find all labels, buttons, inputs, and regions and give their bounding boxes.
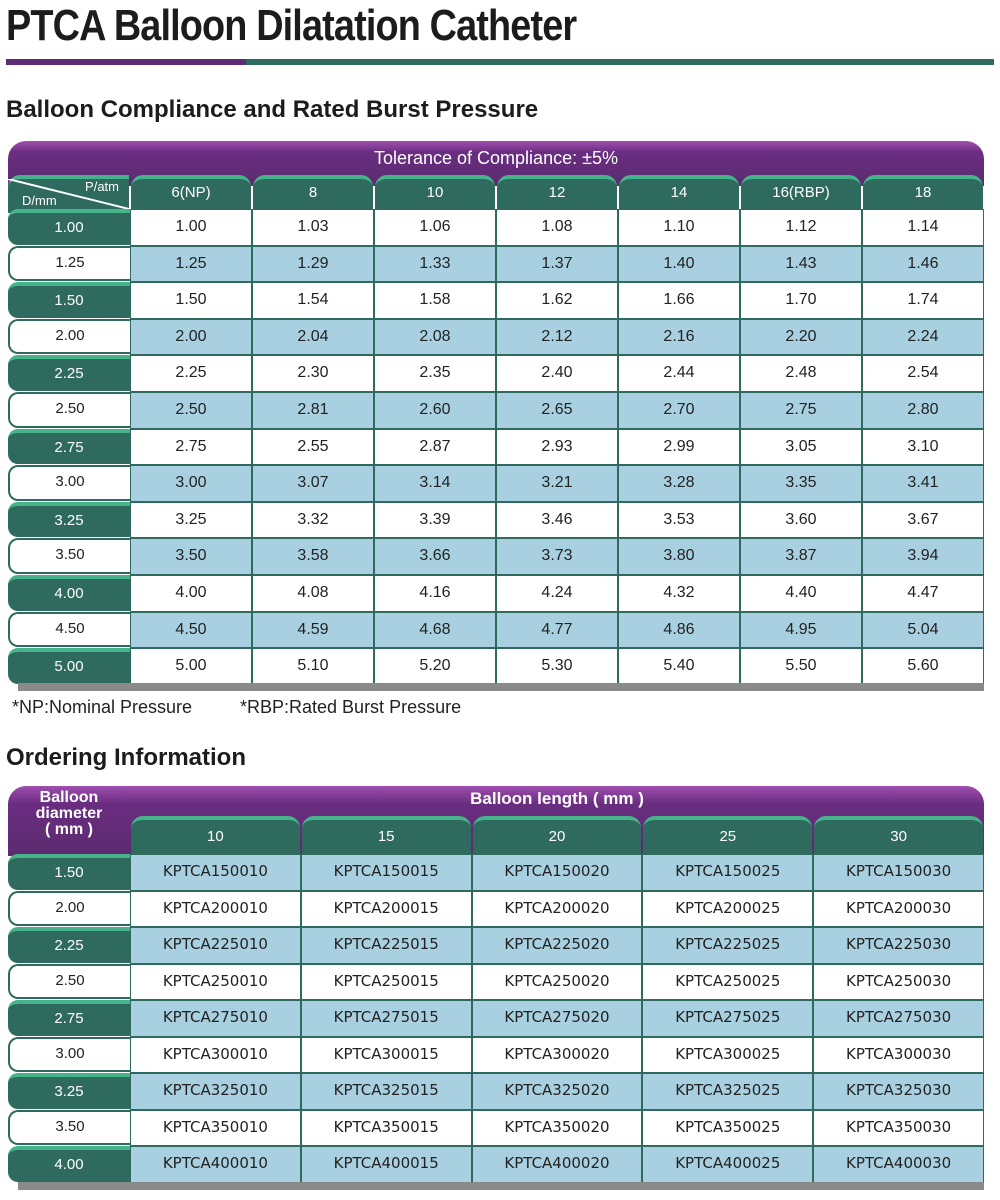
table-cell: 4.77 [496, 612, 618, 649]
table-cell: KPTCA200010 [130, 891, 301, 928]
column-header [619, 175, 739, 213]
table-cell: 2.81 [252, 392, 374, 429]
row-header-diameter: 4.00 [8, 575, 130, 611]
table-cell: 3.66 [374, 538, 496, 575]
table-cell: 3.41 [862, 465, 984, 502]
table-cell: 5.60 [862, 648, 984, 685]
table-cell: 1.50 [130, 282, 252, 319]
column-header-label: 18 [914, 184, 932, 201]
column-header [863, 175, 983, 213]
row-header-diameter: 1.00 [8, 209, 130, 245]
table-cell: KPTCA275020 [472, 1000, 643, 1037]
table-cell: 4.95 [740, 612, 862, 649]
column-header-label: 12 [548, 184, 566, 201]
table-cell: 3.53 [618, 502, 740, 539]
table-cell: 5.30 [496, 648, 618, 685]
table-cell: 2.40 [496, 355, 618, 392]
row-header-diameter: 2.50 [8, 392, 130, 428]
compliance-table [8, 141, 984, 686]
table-cell: 2.70 [618, 392, 740, 429]
table-cell: KPTCA300015 [301, 1037, 472, 1074]
table-cell: 5.04 [862, 612, 984, 649]
row-header-diameter: 1.50 [8, 854, 130, 890]
table-cell: 3.00 [130, 465, 252, 502]
row-header-diameter: 4.50 [8, 612, 130, 648]
table-cell: KPTCA400015 [301, 1146, 472, 1183]
table-cell: KPTCA350025 [642, 1110, 813, 1147]
row-header-diameter: 3.00 [8, 465, 130, 501]
table-cell: 2.00 [130, 319, 252, 356]
row-header-diameter: 2.75 [8, 1000, 130, 1036]
table-cell: KPTCA325030 [813, 1073, 984, 1110]
table-cell: 1.03 [252, 209, 374, 246]
table-cell: 2.35 [374, 355, 496, 392]
table-cell: KPTCA200015 [301, 891, 472, 928]
table-cell: 1.70 [740, 282, 862, 319]
table-cell: KPTCA400010 [130, 1146, 301, 1183]
table-cell: 4.08 [252, 575, 374, 612]
table-cell: 3.10 [862, 429, 984, 466]
row-header-diameter: 2.25 [8, 355, 130, 391]
corner-p-label: P/atm [85, 179, 119, 194]
table-cell: KPTCA300020 [472, 1037, 643, 1074]
table-cell: 3.60 [740, 502, 862, 539]
table-cell: KPTCA250020 [472, 964, 643, 1001]
table-cell: KPTCA350030 [813, 1110, 984, 1147]
table-cell: 3.07 [252, 465, 374, 502]
table-cell: KPTCA225030 [813, 927, 984, 964]
row-header-diameter: 1.50 [8, 282, 130, 318]
table-cell: 4.32 [618, 575, 740, 612]
row-header-diameter: 2.00 [8, 891, 130, 927]
row-header-diameter: 3.00 [8, 1037, 130, 1073]
table-cell: 3.73 [496, 538, 618, 575]
table-cell: 2.75 [740, 392, 862, 429]
table-cell: 3.25 [130, 502, 252, 539]
column-header [131, 175, 251, 213]
table-cell: 2.87 [374, 429, 496, 466]
table-cell: 5.00 [130, 648, 252, 685]
table-cell: 2.55 [252, 429, 374, 466]
table-cell: KPTCA200030 [813, 891, 984, 928]
table-cell: 4.68 [374, 612, 496, 649]
table-cell: 3.58 [252, 538, 374, 575]
table-cell: KPTCA225020 [472, 927, 643, 964]
table-cell: 2.99 [618, 429, 740, 466]
tolerance-label: Tolerance of Compliance: ±5% [373, 148, 618, 168]
table-cell: 3.35 [740, 465, 862, 502]
table-cell: 2.30 [252, 355, 374, 392]
table-cell: 1.00 [130, 209, 252, 246]
table-cell: KPTCA275030 [813, 1000, 984, 1037]
table-cell: KPTCA350020 [472, 1110, 643, 1147]
table-cell: KPTCA225025 [642, 927, 813, 964]
table-cell: KPTCA200025 [642, 891, 813, 928]
table-cell: 1.46 [862, 246, 984, 283]
table-cell: KPTCA150020 [472, 854, 643, 891]
table-cell: 2.04 [252, 319, 374, 356]
table-shadow [18, 1182, 984, 1190]
ordering-table [8, 786, 984, 1186]
column-header-label: 25 [719, 828, 737, 845]
table-cell: 2.50 [130, 392, 252, 429]
table-cell: 1.33 [374, 246, 496, 283]
row-header-diameter: 2.50 [8, 964, 130, 1000]
column-header-label: 14 [670, 184, 688, 201]
table-cell: KPTCA200020 [472, 891, 643, 928]
table-cell: 2.08 [374, 319, 496, 356]
table-cell: KPTCA325020 [472, 1073, 643, 1110]
table-cell: 2.12 [496, 319, 618, 356]
table-cell: 2.75 [130, 429, 252, 466]
row-header-diameter: 1.25 [8, 246, 130, 282]
row-header-diameter: 2.25 [8, 927, 130, 963]
table-cell: 3.50 [130, 538, 252, 575]
diameter-header-line: ( mm ) [45, 821, 93, 838]
table-cell: 5.20 [374, 648, 496, 685]
table-cell: KPTCA150015 [301, 854, 472, 891]
table-cell: 3.05 [740, 429, 862, 466]
table-cell: 2.44 [618, 355, 740, 392]
table-cell: KPTCA150010 [130, 854, 301, 891]
table-cell: KPTCA225010 [130, 927, 301, 964]
table-cell: KPTCA275010 [130, 1000, 301, 1037]
column-header [497, 175, 617, 213]
table-cell: 2.54 [862, 355, 984, 392]
table-cell: 2.60 [374, 392, 496, 429]
table-cell: KPTCA325010 [130, 1073, 301, 1110]
row-header-diameter: 2.75 [8, 429, 130, 465]
table-cell: KPTCA250015 [301, 964, 472, 1001]
diameter-header-line: diameter [35, 805, 103, 822]
length-header: Balloon length ( mm ) [470, 789, 644, 808]
column-header [741, 175, 861, 213]
row-header-diameter: 4.00 [8, 1146, 130, 1182]
corner-d-label: D/mm [22, 193, 57, 208]
table-cell: 1.08 [496, 209, 618, 246]
table-cell: 1.37 [496, 246, 618, 283]
column-header [375, 175, 495, 213]
table-cell: 4.40 [740, 575, 862, 612]
table-cell: 1.12 [740, 209, 862, 246]
table-cell: 4.47 [862, 575, 984, 612]
table-cell: 1.14 [862, 209, 984, 246]
table-cell: KPTCA300030 [813, 1037, 984, 1074]
table-cell: 3.28 [618, 465, 740, 502]
table-cell: 3.67 [862, 502, 984, 539]
row-header-diameter: 2.00 [8, 319, 130, 355]
column-header-label: 16(RBP) [772, 184, 830, 201]
table-cell: 4.24 [496, 575, 618, 612]
table-cell: 5.40 [618, 648, 740, 685]
diameter-header-line: Balloon [39, 789, 99, 806]
row-header-diameter: 3.25 [8, 1073, 130, 1109]
table-cell: 2.48 [740, 355, 862, 392]
row-header-diameter: 5.00 [8, 648, 130, 684]
table-cell: KPTCA400020 [472, 1146, 643, 1183]
table-cell: KPTCA225015 [301, 927, 472, 964]
table-cell: 3.21 [496, 465, 618, 502]
table-cell: KPTCA300010 [130, 1037, 301, 1074]
table-cell: 3.87 [740, 538, 862, 575]
compliance-heading: Balloon Compliance and Rated Burst Pressure [6, 96, 539, 123]
table-cell: 1.25 [130, 246, 252, 283]
table-cell: KPTCA325015 [301, 1073, 472, 1110]
row-header-diameter: 3.50 [8, 538, 130, 574]
table-cell: KPTCA150030 [813, 854, 984, 891]
table-cell: KPTCA300025 [642, 1037, 813, 1074]
table-cell: 4.59 [252, 612, 374, 649]
row-header-diameter: 3.25 [8, 502, 130, 538]
table-cell: KPTCA400030 [813, 1146, 984, 1183]
table-cell: KPTCA250030 [813, 964, 984, 1001]
table-cell: 1.10 [618, 209, 740, 246]
ordering-heading: Ordering Information [6, 744, 246, 771]
table-cell: 2.80 [862, 392, 984, 429]
page-title: PTCA Balloon Dilatation Catheter [6, 1, 577, 50]
table-cell: 3.32 [252, 502, 374, 539]
row-header-diameter: 3.50 [8, 1110, 130, 1146]
table-cell: 2.25 [130, 355, 252, 392]
table-cell: 1.06 [374, 209, 496, 246]
np-note: *NP:Nominal Pressure [12, 697, 193, 717]
column-header-label: 10 [207, 828, 224, 845]
table-cell: 1.54 [252, 282, 374, 319]
table-cell: 4.50 [130, 612, 252, 649]
table-cell: 1.40 [618, 246, 740, 283]
table-cell: KPTCA400025 [642, 1146, 813, 1183]
table-cell: KPTCA250025 [642, 964, 813, 1001]
table-cell: 2.20 [740, 319, 862, 356]
table-cell: 1.62 [496, 282, 618, 319]
table-cell: 4.86 [618, 612, 740, 649]
table-cell: 5.10 [252, 648, 374, 685]
table-cell: KPTCA150025 [642, 854, 813, 891]
column-header-label: 30 [890, 828, 907, 845]
table-cell: KPTCA250010 [130, 964, 301, 1001]
table-cell: 1.43 [740, 246, 862, 283]
table-cell: 1.29 [252, 246, 374, 283]
column-header-label: 8 [308, 184, 318, 201]
column-header-label: 6(NP) [171, 184, 211, 201]
table-cell: 3.94 [862, 538, 984, 575]
table-cell: KPTCA350015 [301, 1110, 472, 1147]
title-divider [6, 59, 994, 65]
table-cell: 2.24 [862, 319, 984, 356]
table-cell: KPTCA350010 [130, 1110, 301, 1147]
column-header-label: 10 [426, 184, 444, 201]
table-cell: 3.14 [374, 465, 496, 502]
column-header-label: 20 [548, 828, 566, 845]
table-cell: 5.50 [740, 648, 862, 685]
table-cell: 3.80 [618, 538, 740, 575]
table-shadow [18, 683, 984, 691]
table-cell: 3.46 [496, 502, 618, 539]
table-cell: 2.65 [496, 392, 618, 429]
table-cell: 1.74 [862, 282, 984, 319]
table-cell: 4.16 [374, 575, 496, 612]
table-cell: 1.58 [374, 282, 496, 319]
table-cell: KPTCA325025 [642, 1073, 813, 1110]
table-cell: KPTCA275015 [301, 1000, 472, 1037]
diameter-header [8, 790, 130, 838]
column-header-label: 15 [377, 828, 395, 845]
table-cell: 1.66 [618, 282, 740, 319]
table-cell: 2.93 [496, 429, 618, 466]
corner-header [8, 175, 129, 213]
table-cell: 4.00 [130, 575, 252, 612]
rbp-note: *RBP:Rated Burst Pressure [240, 697, 462, 717]
column-header [253, 175, 373, 213]
table-cell: KPTCA275025 [642, 1000, 813, 1037]
table-cell: 2.16 [618, 319, 740, 356]
table-cell: 3.39 [374, 502, 496, 539]
